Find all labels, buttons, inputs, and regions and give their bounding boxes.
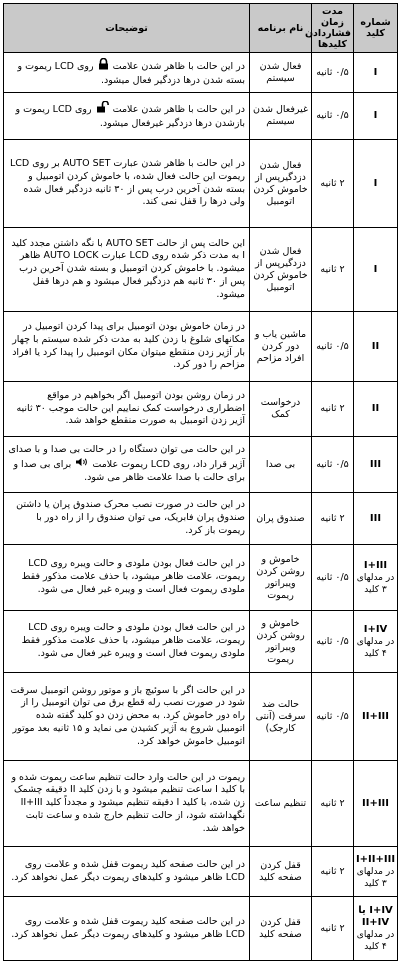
description-cell: در زمان خاموش بودن اتومبیل برای پیدا کردن اتومبیل در مکانهای شلوغ با زدن کلید به مدت ذکر شده سیستم با چهار بار آژیر زدن منقطع میتوان مکان اتومبیل را پیدا کرد یا افراد مزاحم را دور کرد. [4,312,250,382]
duration-cell: ۰/۵ ثانیه [312,437,354,493]
program-cell: فعال شدن سیستم [250,53,312,93]
description-cell: در این حالت صفحه کلید ریموت قفل شده و علامت روی LCD ظاهر میشود و کلیدهای ریموت دیگر عمل نخواهد کرد. [4,847,250,897]
padlock-closed-icon [98,58,109,75]
table-row [4,437,398,493]
key-cell: I [354,228,398,312]
table-row [4,312,398,382]
table-row [4,382,398,437]
duration-cell: ۰/۵ ثانیه [312,545,354,611]
duration-cell: ۲ ثانیه [312,761,354,847]
table-row [4,611,398,673]
program-cell: خاموش و روشن کردن ویبراتور ریموت [250,611,312,673]
description-text-start: در این حالت با ظاهر شدن علامت [112,60,245,72]
manual-table-wrapper [3,3,397,961]
key-combination: I+II+III [355,853,396,865]
duration-cell: ۰/۵ ثانیه [312,312,354,382]
description-cell: در زمان روشن بودن اتومبیل اگر بخواهیم در مواقع اضطراری درخواست کمک نماییم این حالت موجب ۳۰ ثانیه آژیر زدن اتومبیل به صورت منقطع خواهد شد. [4,382,250,437]
description-text-end: برای بی صدا و برای حالت با صدا علامت ظاهر می شود. [13,459,245,483]
table-row [4,493,398,545]
program-cell: فعال شدن دزدگیرپس از خاموش کردن اتومبیل [250,228,312,312]
description-cell: در این حالت فعال بودن ملودی و حالت ویبره روی LCD ریموت، علامت ظاهر میشود، با حذف علامت مذکور فقط ملودی ریموت فعال است و ویبره غیر فعال می شود. [4,611,250,673]
description-cell [4,93,250,140]
key-cell: I [354,93,398,140]
duration-cell: ۰/۵ ثانیه [312,53,354,93]
key-model-note: در مدلهای ۴ کلید [356,929,395,952]
description-cell: در این حالت با ظاهر شدن عبارت AUTO SET بر روی LCD ریموت این حالت فعال شده، با خاموش کردن اتومبیل و بسته شدن آخرین درب پس از ۳۰ ثانیه دزدگیر فعال شده ولی درها را قفل نمی کند. [4,140,250,228]
table-row [4,897,398,961]
key-cell: III [354,493,398,545]
table-row [4,545,398,611]
description-cell: این حالت پس از حالت AUTO SET با نگه داشتن مجدد کلید I به مدت ذکر شده روی LCD عبارت AUTO LOCK ظاهر میشود. با خاموش کردن اتومبیل و بسته شدن آخرین درب پس از ۳۰ ثانیه هم دزدگیر فعال میشود و هم درها قفل میشود. [4,228,250,312]
description-cell [4,53,250,93]
speaker-icon [75,457,88,472]
key-model-note: در مدلهای ۳ کلید [356,866,395,889]
duration-cell: ۰/۵ ثانیه [312,611,354,673]
program-cell: قفل کردن صفحه کلید [250,847,312,897]
key-cell [354,611,398,673]
description-cell: ریموت در این حالت وارد حالت تنظیم ساعت ریموت شده و با کلید I ساعت تنظیم میشود و با زدن کلید II دقیقه چشمک زن شده، با کلید I دقیقه تنظیم میشود و مجدداً کلید II+III نگهداشته شود، از حالت تنظیم خارج شده و ساعت ثابت خواهد شد. [4,761,250,847]
table-row [4,761,398,847]
description-cell: در این حالت صفحه کلید ریموت قفل شده و علامت روی LCD ظاهر میشود و کلیدهای ریموت دیگر عمل نخواهد کرد. [4,897,250,961]
key-cell: II [354,382,398,437]
key-combination: I+IV [363,623,388,635]
header-press-duration: مدت زمان فشاردادن کلیدها [312,4,354,53]
program-cell: تنظیم ساعت [250,761,312,847]
header-program-name: نام برنامه [250,4,312,53]
key-cell: II [354,312,398,382]
description-cell: در این حالت اگر با سوئیچ باز و موتور روشن اتومبیل سرقت شود در صورت نصب رله قطع برق می توان اتومبیل را از راه دور خاموش کرد. به محض زدن دو کلید گفته شده اتومبیل شروع به آژیر کشیدن می نماید و ۱۵ ثانیه بعد موتور اتومبیل خاموش خواهد کرد. [4,673,250,761]
program-cell: درخواست کمک [250,382,312,437]
duration-cell: ۲ ثانیه [312,493,354,545]
program-cell: حالت ضد سرقت (آنتی کارجک) [250,673,312,761]
key-cell: II+III [354,673,398,761]
program-cell: غیرفعال شدن سیستم [250,93,312,140]
header-description: توضیحات [4,4,250,53]
key-cell: I [354,53,398,93]
table-row [4,140,398,228]
key-cell [354,847,398,897]
duration-cell: ۲ ثانیه [312,228,354,312]
padlock-open-icon [96,101,109,118]
key-cell [354,545,398,611]
description-text-start: در این حالت با ظاهر شدن علامت [112,104,245,116]
table-row [4,847,398,897]
remote-functions-table [3,3,398,961]
key-cell: II+III [354,761,398,847]
table-row [4,93,398,140]
key-combination: I+III [363,559,388,571]
program-cell: خاموش و روشن کردن ویبراتور ریموت [250,545,312,611]
program-cell: ماشین یاب و دور کردن افراد مزاحم [250,312,312,382]
description-text-end: روی LCD ریموت و بسته شدن درها دزدگیر فعال میشود. [17,60,245,86]
description-cell: در این حالت در صورت نصب محرک صندوق پران یا داشتن صندوق پران فابریک، می توان صندوق را از راه دور با ریموت باز کرد. [4,493,250,545]
table-row [4,673,398,761]
header-key-number: شماره کلید [354,4,398,53]
program-cell: بی صدا [250,437,312,493]
key-cell: I [354,140,398,228]
key-cell [354,897,398,961]
program-cell: فعال شدن دزدگیرپس از خاموش کردن اتومبیل [250,140,312,228]
table-row [4,53,398,93]
description-cell: در این حالت فعال بودن ملودی و حالت ویبره روی LCD ریموت، علامت ظاهر میشود، با حذف علامت مذکور فقط ملودی ریموت فعال است و ویبره غیر فعال می شود. [4,545,250,611]
duration-cell: ۰/۵ ثانیه [312,673,354,761]
description-text-end: روی LCD ریموت و بازشدن درها دزدگیر غیرفعال میشود. [15,104,245,129]
key-model-note: در مدلهای ۴ کلید [356,636,395,659]
duration-cell: ۲ ثانیه [312,140,354,228]
key-model-note: در مدلهای ۳ کلید [356,572,395,595]
duration-cell: ۲ ثانیه [312,897,354,961]
key-combination: I+IV یا II+IV [358,904,393,928]
description-cell [4,437,250,493]
duration-cell: ۰/۵ ثانیه [312,93,354,140]
duration-cell: ۲ ثانیه [312,847,354,897]
description-text-start: در این حالت می توان دستگاه را در حالت بی صدا و با صدای آژیر قرار داد، روی LCD ریموت علامت [8,444,245,470]
key-cell: III [354,437,398,493]
table-row [4,228,398,312]
program-cell: صندوق پران [250,493,312,545]
program-cell: قفل کردن صفحه کلید [250,897,312,961]
table-header-row [4,4,398,53]
duration-cell: ۲ ثانیه [312,382,354,437]
